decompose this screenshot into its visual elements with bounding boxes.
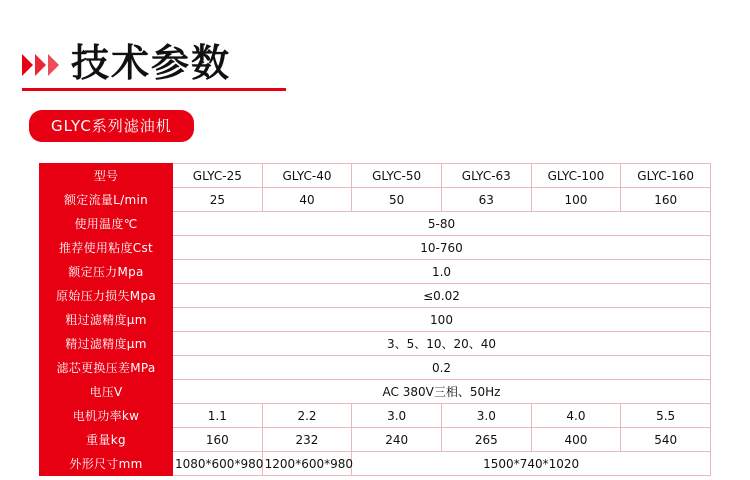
spec-table: [39, 163, 711, 476]
row-label: 外形尺寸mm: [40, 452, 173, 476]
header-row: [22, 30, 728, 85]
section-label-badge: GLYC系列滤油机: [29, 110, 194, 142]
row-label: 型号: [40, 164, 173, 188]
table-cell: GLYC-160: [621, 164, 711, 188]
table-cell: 232: [262, 428, 352, 452]
table-cell: 100: [173, 308, 711, 332]
table-row: [40, 236, 711, 260]
table-row: [40, 164, 711, 188]
table-cell: 40: [262, 188, 352, 212]
page-title: 技术参数: [71, 41, 232, 85]
table-row: [40, 212, 711, 236]
row-label: 电机功率kw: [40, 404, 173, 428]
table-row: [40, 380, 711, 404]
table-cell: 0.2: [173, 356, 711, 380]
row-label: 粗过滤精度μm: [40, 308, 173, 332]
table-cell: 1.1: [173, 404, 263, 428]
table-cell: GLYC-40: [262, 164, 352, 188]
table-cell: ≤0.02: [173, 284, 711, 308]
table-row: [40, 308, 711, 332]
table-row: [40, 332, 711, 356]
table-cell: 160: [173, 428, 263, 452]
row-label: 精过滤精度μm: [40, 332, 173, 356]
table-cell: 1080*600*980: [173, 452, 263, 476]
table-cell: 25: [173, 188, 263, 212]
table-cell: 100: [531, 188, 621, 212]
table-cell: GLYC-63: [441, 164, 531, 188]
table-cell: 2.2: [262, 404, 352, 428]
spec-table-wrapper: [39, 163, 711, 476]
table-cell: 265: [441, 428, 531, 452]
table-cell: 1200*600*980: [262, 452, 352, 476]
table-row: [40, 404, 711, 428]
row-label: 使用温度℃: [40, 212, 173, 236]
table-cell: 240: [352, 428, 442, 452]
row-label: 重量kg: [40, 428, 173, 452]
table-cell: 400: [531, 428, 621, 452]
table-cell: 5-80: [173, 212, 711, 236]
row-label: 额定压力Mpa: [40, 260, 173, 284]
table-row: [40, 452, 711, 476]
table-row: [40, 260, 711, 284]
row-label: 原始压力损失Mpa: [40, 284, 173, 308]
row-label: 推荐使用粘度Cst: [40, 236, 173, 260]
table-cell: 50: [352, 188, 442, 212]
page-header: [22, 30, 728, 91]
table-cell: 3、5、10、20、40: [173, 332, 711, 356]
table-cell: 540: [621, 428, 711, 452]
table-cell: AC 380V三相、50Hz: [173, 380, 711, 404]
table-cell: GLYC-50: [352, 164, 442, 188]
table-cell: 4.0: [531, 404, 621, 428]
table-row: [40, 284, 711, 308]
table-cell: 5.5: [621, 404, 711, 428]
table-cell: 160: [621, 188, 711, 212]
table-row: [40, 428, 711, 452]
table-cell: 10-760: [173, 236, 711, 260]
row-label: 电压V: [40, 380, 173, 404]
table-cell: 3.0: [441, 404, 531, 428]
table-cell: 1500*740*1020: [352, 452, 711, 476]
table-cell: GLYC-25: [173, 164, 263, 188]
table-row: [40, 188, 711, 212]
title-underline: [22, 88, 286, 91]
table-cell: GLYC-100: [531, 164, 621, 188]
table-cell: 1.0: [173, 260, 711, 284]
table-row: [40, 356, 711, 380]
table-cell: 63: [441, 188, 531, 212]
double-chevron-right-icon: [22, 54, 61, 76]
row-label: 滤芯更换压差MPa: [40, 356, 173, 380]
table-cell: 3.0: [352, 404, 442, 428]
row-label: 额定流量L/min: [40, 188, 173, 212]
